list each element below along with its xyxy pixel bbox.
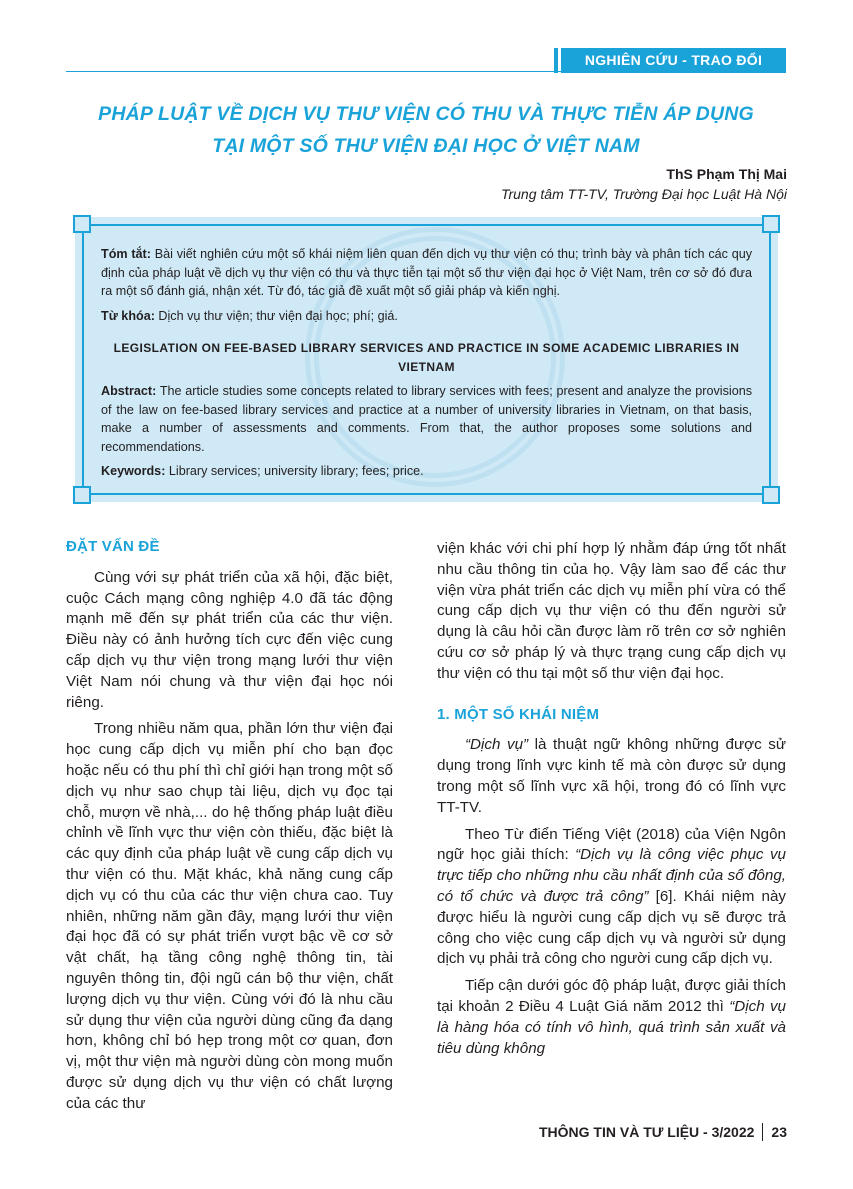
article-title (66, 98, 786, 162)
dictionary-quote: “Dịch vụ là công việc phục vụ trực tiếp cho những nhu cầu nhất định của số đông, có tổ chức và được trả công” (437, 846, 786, 905)
vi-summary (101, 245, 752, 301)
corner-ornament-icon (762, 486, 780, 504)
section-heading: ĐẶT VẤN ĐỀ (66, 538, 160, 555)
term-dich-vu: “Dịch vụ” (465, 736, 529, 754)
left-column (66, 537, 393, 1115)
page-footer (539, 1123, 787, 1141)
paragraph (437, 825, 786, 971)
section-tag: NGHIÊN CỨU - TRAO ĐỔI (561, 48, 786, 73)
title-line-2: TẠI MỘT SỐ THƯ VIỆN ĐẠI HỌC Ở VIỆT NAM (212, 135, 640, 157)
english-title: LEGISLATION ON FEE-BASED LIBRARY SERVICES AND PRACTICE IN SOME ACADEMIC LIBRARIES IN VIETNAM (113, 341, 740, 374)
corner-ornament-icon (73, 215, 91, 233)
corner-ornament-icon (762, 215, 780, 233)
en-abstract (101, 382, 752, 456)
abstract-content (101, 245, 752, 481)
abstract-box (75, 217, 778, 502)
vi-keywords (101, 307, 752, 326)
page-number: 23 (771, 1124, 787, 1140)
vi-summary-label: Tóm tắt: (101, 247, 151, 261)
paragraph: Trong nhiều năm qua, phần lớn thư viện đại học cung cấp dịch vụ miễn phí cho bạn đọc hoặc nếu có thu phí thì chỉ giới hạn trong một số dịch vụ như sao chụp tài liệu, dịch vụ đọc tại chỗ, mượn về nhà,... do hệ thống pháp luật điều chỉnh về lĩnh vực thư viện còn thiếu, đặc biệt là các quy định của pháp luật về cung cấp dịch vụ thư viện có thu. Mặt khác, khả năng cung cấp dịch vụ có thu của các thư viện chưa cao. Tuy nhiên, những năm gần đây, mạng lưới thư viện đại học đã có sự phát triển vượt bậc về cơ sở vật chất, hạ tầng công nghệ thông tin, tài nguyên thông tin, đội ngũ cán bộ thư viện, chất lượng dịch vụ thư viện. Cùng với đó là nhu cầu sử dụng thư viện của người dùng cũng đa dạng hơn, không chỉ bó hẹp trong một cơ quan, đơn vị, một thư viện mà người dùng còn mong muốn được sử dụng dịch vụ thư viện có chất lượng của các thư (66, 720, 393, 1112)
paragraph-text: [6]. Khái niệm này được hiểu là người cung cấp dịch vụ sẽ được trả công cho việc cung cấp dịch vụ và người sử dụng dịch vụ phải trả công cho người cung cấp dịch vụ. (437, 887, 786, 968)
vi-keywords-label: Từ khóa: (101, 308, 155, 323)
en-abstract-text: The article studies some concepts related to library services with fees; present and analyze the provisions of the law on fee-based library services and practice at a number of university libraries in Vietnam, on that basis, make a number of assessments and comments. From that, the author proposes some solutions and recommendations. (101, 384, 752, 454)
author-name: ThS Phạm Thị Mai (666, 166, 787, 182)
section-heading: 1. MỘT SỐ KHÁI NIỆM (437, 705, 600, 723)
paragraph-text: Theo Từ điển Tiếng Việt (2018) của Viện Ngôn ngữ học giải thích: (437, 825, 786, 864)
right-column (437, 539, 786, 1059)
author-affiliation: Trung tâm TT-TV, Trường Đại học Luật Hà Nội (500, 186, 787, 202)
en-abstract-label: Abstract: (101, 384, 157, 398)
corner-ornament-icon (73, 486, 91, 504)
paragraph-text: là thuật ngữ không những được sử dụng trong lĩnh vực kinh tế mà còn được sử dụng trong một số lĩnh vực xã hội, trong đó có lĩnh vực TT-TV. (437, 736, 786, 816)
journal-issue: THÔNG TIN VÀ TƯ LIỆU - 3/2022 (538, 1124, 755, 1140)
paragraph-text: Tiếp cận dưới góc độ pháp luật, được giải thích tại khoản 2 Điều 4 Luật Giá năm 2012 thì (437, 977, 786, 1015)
en-keywords-text: Library services; university library; fees; price. (168, 464, 424, 478)
vi-summary-text: Bài viết nghiên cứu một số khái niệm liên quan đến dịch vụ thư viện có thu; trình bày và phân tích các quy định của pháp luật về dịch vụ thư viện có thu và thực tiễn tại một số thư viện đại học ở Việt Nam, trên cơ sở đó đưa ra một số đánh giá, nhận xét. Từ đó, tác giả đề xuất một số giải pháp và kiến nghị. (101, 247, 752, 298)
en-keywords (101, 462, 752, 481)
paragraph: Cùng với sự phát triển của xã hội, đặc biệt, cuộc Cách mạng công nghiệp 4.0 đã tác động mạnh mẽ đến sự phát triển của các thư viện. Điều này có ảnh hưởng tích cực đến việc cung cấp dịch vụ thư viện trong mạng lưới thư viện Việt Nam nói chung và thư viện đại học nói riêng. (66, 568, 393, 711)
paragraph: viện khác với chi phí hợp lý nhằm đáp ứng tốt nhất nhu cầu thông tin của họ. Vậy làm sao để các thư viện vừa phát triển các dịch vụ miễn phí vừa có thể cung cấp dịch vụ thư viện có thu đến người sử dụng là câu hỏi cần được làm rõ trên cơ sở nghiên cứu cơ sở pháp lý và thực trạng cung cấp dịch vụ thư viện có thu tại một số thư viện đại học. (437, 540, 786, 682)
paragraph (437, 976, 786, 1059)
paragraph (437, 735, 786, 818)
en-keywords-label: Keywords: (101, 464, 166, 478)
vi-keywords-text: Dịch vụ thư viện; thư viện đại học; phí; giá. (158, 308, 398, 323)
footer-divider (762, 1123, 763, 1141)
title-line-1: PHÁP LUẬT VỀ DỊCH VỤ THƯ VIỆN CÓ THU VÀ THỰC TIỄN ÁP DỤNG (98, 103, 754, 125)
law-quote: “Dịch vụ là hàng hóa có tính vô hình, quá trình sản xuất và tiêu dùng không (437, 997, 787, 1057)
